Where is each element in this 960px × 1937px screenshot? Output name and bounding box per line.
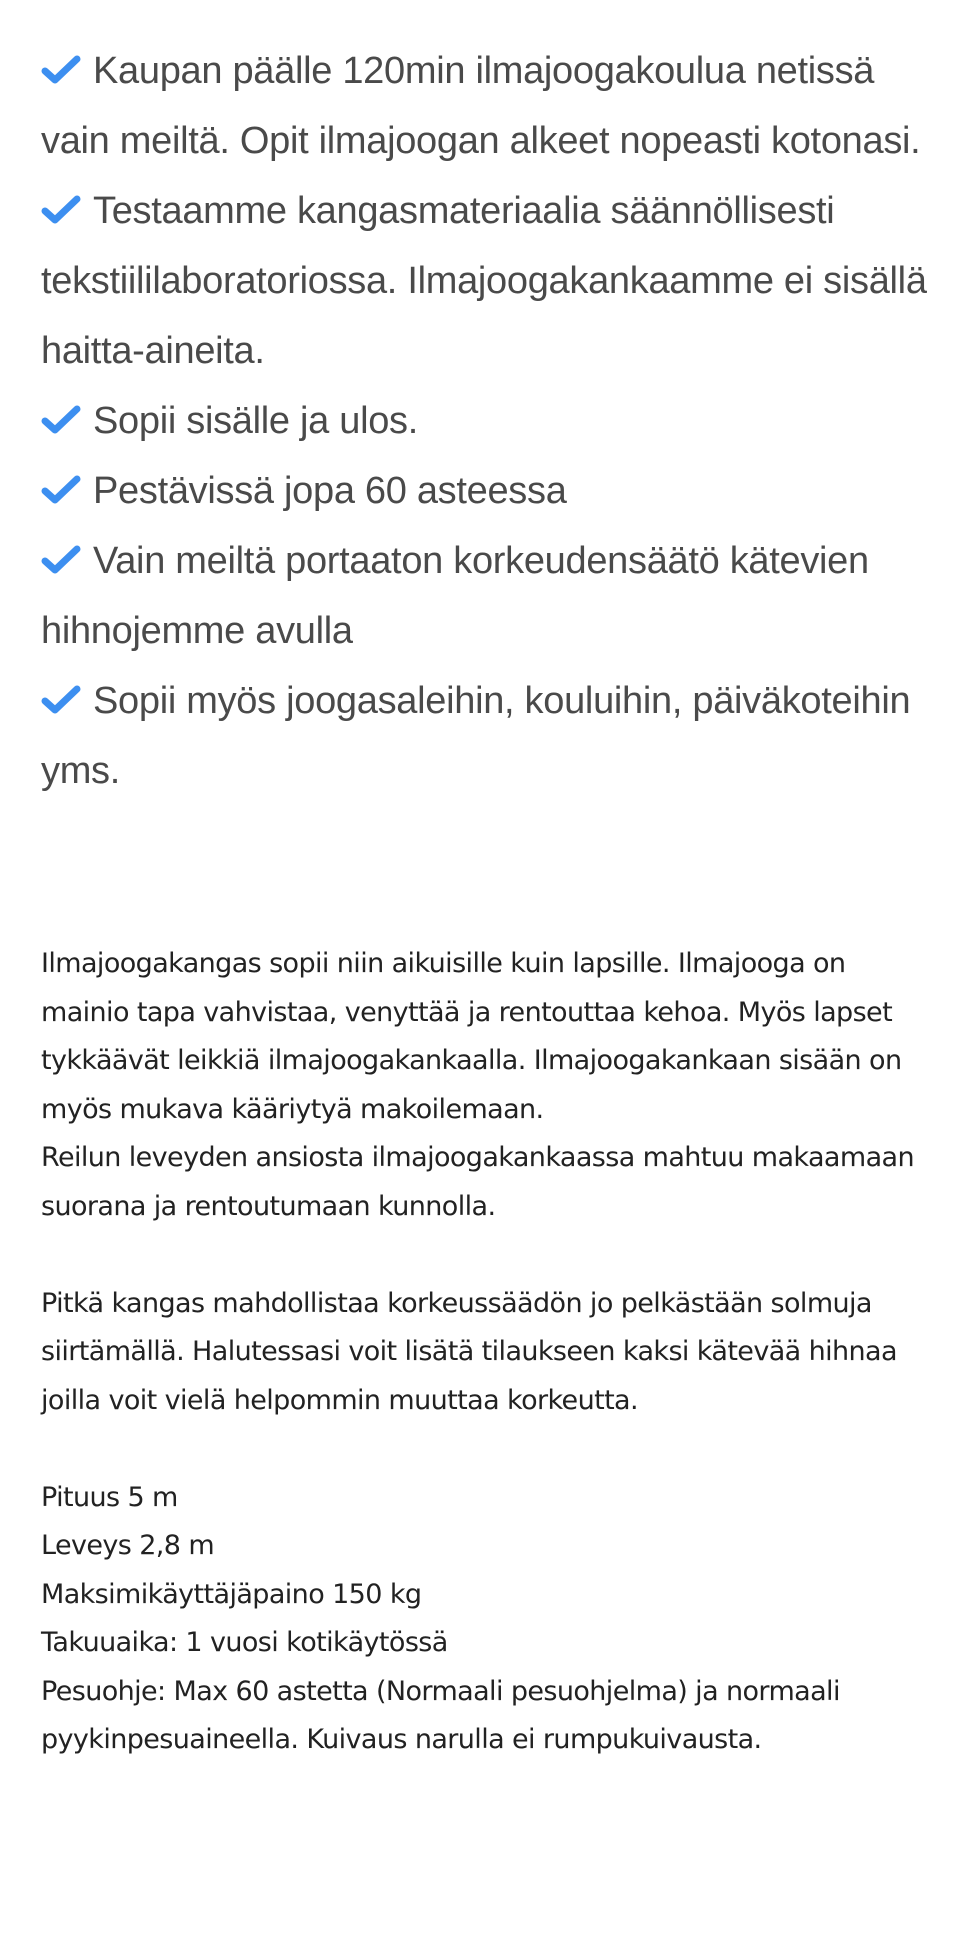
- feature-item: [41, 176, 941, 386]
- feature-item: [41, 456, 941, 526]
- feature-text: Kaupan päälle 120min ilmajoogakoulua netissä vain meiltä. Opit ilmajoogan alkeet nopeasti kotonasi.: [41, 50, 921, 162]
- check-icon: [41, 545, 81, 575]
- feature-item: [41, 666, 941, 806]
- check-icon: [41, 195, 81, 225]
- spec-wash-instructions: Pesuohje: Max 60 astetta (Normaali pesuohjelma) ja normaali pyykinpesuaineella. Kuivaus narulla ei rumpukuivausta.: [41, 1675, 840, 1755]
- feature-text: Sopii myös joogasaleihin, kouluihin, päiväkoteihin yms.: [41, 680, 911, 792]
- feature-list: [41, 36, 941, 806]
- check-icon: [41, 405, 81, 435]
- product-description: [41, 940, 941, 1765]
- spacer: [41, 1231, 941, 1280]
- spacer: [41, 1425, 941, 1474]
- feature-item: [41, 36, 941, 176]
- feature-text: Vain meiltä portaaton korkeudensäätö kätevien hihnojemme avulla: [41, 540, 869, 652]
- description-paragraph: Reilun leveyden ansiosta ilmajoogakankaassa mahtuu makaamaan suorana ja rentoutumaan kunnolla.: [41, 1142, 914, 1222]
- check-icon: [41, 55, 81, 85]
- spec-width: Leveys 2,8 m: [41, 1530, 215, 1561]
- description-paragraph: Ilmajoogakangas sopii niin aikuisille kuin lapsille. Ilmajooga on mainio tapa vahvistaa, venyttää ja rentouttaa kehoa. Myös lapset tykkäävät leikkiä ilmajoogakankaalla. Ilmajoogakankaan sisään on myös mukava kääriytyä makoilemaan.: [41, 948, 902, 1125]
- feature-item: [41, 526, 941, 666]
- spec-length: Pituus 5 m: [41, 1481, 178, 1513]
- feature-item: [41, 386, 941, 456]
- check-icon: [41, 685, 81, 715]
- feature-text: Sopii sisälle ja ulos.: [93, 400, 419, 442]
- feature-text: Testaamme kangasmateriaalia säännöllisesti tekstiililaboratoriossa. Ilmajoogakankaamme ei sisällä haitta-aineita.: [41, 190, 927, 372]
- spec-max-weight: Maksimikäyttäjäpaino 150 kg: [41, 1578, 422, 1610]
- feature-text: Pestävissä jopa 60 asteessa: [93, 470, 567, 512]
- description-paragraph: Pitkä kangas mahdollistaa korkeussäädön jo pelkästään solmuja siirtämällä. Halutessasi voit lisätä tilaukseen kaksi kätevää hihnaa joilla voit vielä helpommin muuttaa korkeutta.: [41, 1287, 897, 1416]
- spec-warranty: Takuuaika: 1 vuosi kotikäytössä: [41, 1627, 448, 1658]
- check-icon: [41, 475, 81, 505]
